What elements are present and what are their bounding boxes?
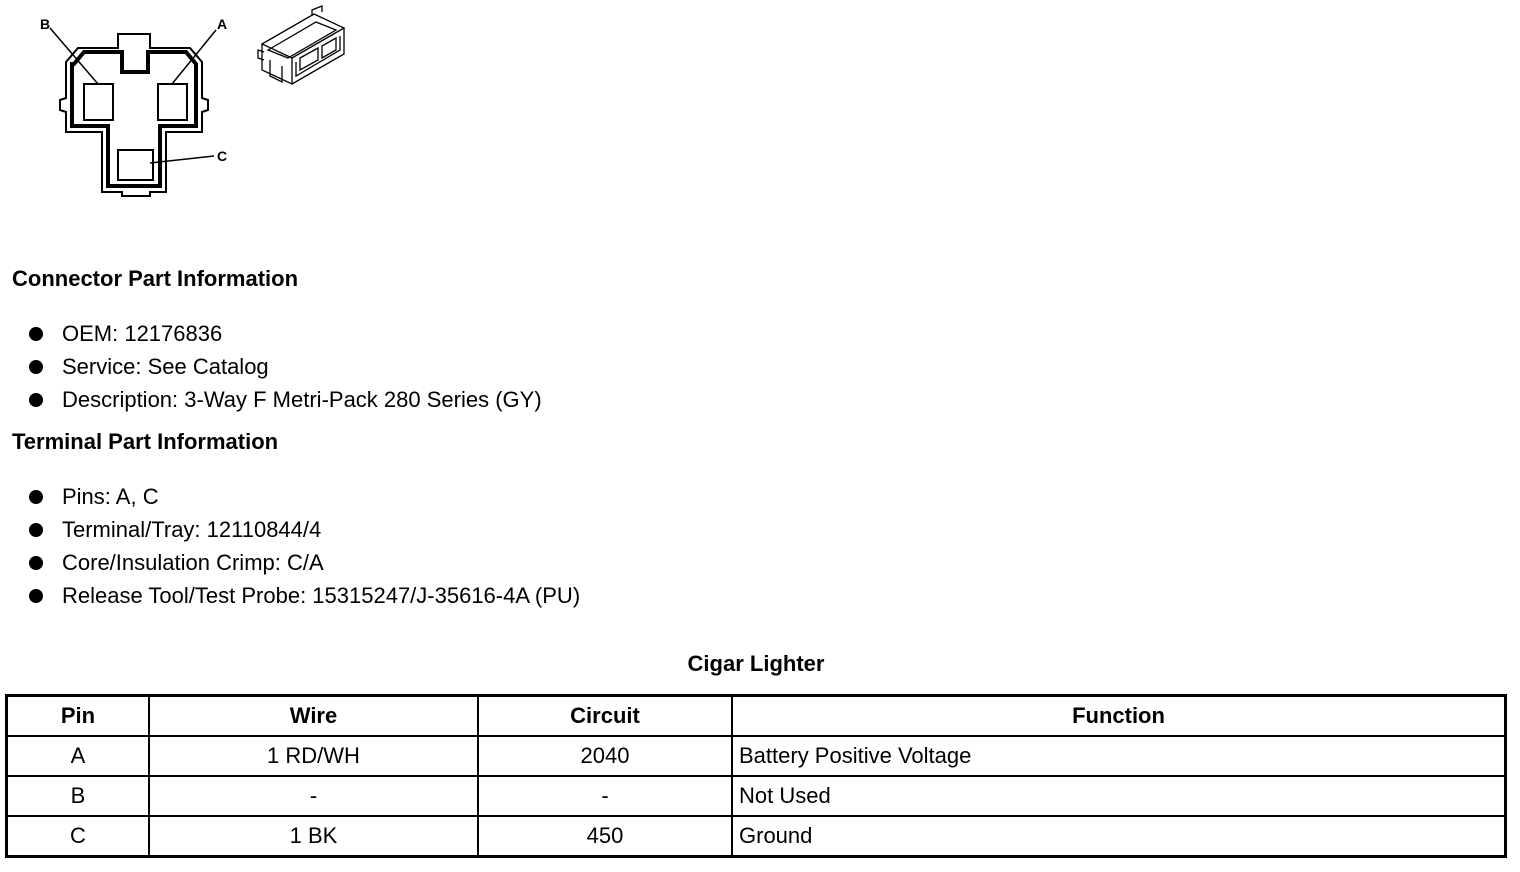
pin-label-a: A	[217, 16, 228, 32]
connector-face-diagram	[0, 0, 360, 210]
cell-pin: A	[7, 736, 150, 776]
bullet-icon	[29, 327, 43, 341]
bullet-icon	[29, 360, 43, 374]
terminal-part-info-heading: Terminal Part Information	[12, 429, 279, 454]
connector-isometric-illustration	[258, 6, 344, 84]
header-circuit: Circuit	[478, 696, 732, 737]
list-item	[0, 317, 542, 350]
pinout-table	[5, 694, 1507, 858]
bullet-icon	[29, 523, 43, 537]
bullet-icon	[29, 556, 43, 570]
table-header-row	[7, 696, 1506, 737]
header-function: Function	[732, 696, 1506, 737]
cell-pin: B	[7, 776, 150, 816]
cell-circuit: -	[478, 776, 732, 816]
table-title: Cigar Lighter	[687, 651, 825, 676]
terminal-info-crimp: Core/Insulation Crimp: C/A	[62, 550, 324, 575]
table-row	[7, 736, 1506, 776]
cell-function: Ground	[732, 816, 1506, 857]
cell-pin: C	[7, 816, 150, 857]
header-wire: Wire	[149, 696, 478, 737]
cell-function: Not Used	[732, 776, 1506, 816]
bullet-icon	[29, 589, 43, 603]
terminal-info-tray: Terminal/Tray: 12110844/4	[62, 517, 322, 542]
connector-info-description: Description: 3-Way F Metri-Pack 280 Series (GY)	[62, 387, 542, 412]
connector-part-info-heading: Connector Part Information	[12, 266, 299, 291]
header-pin: Pin	[7, 696, 150, 737]
list-item	[0, 546, 580, 579]
connector-info-oem: OEM: 12176836	[62, 321, 223, 346]
cell-wire: -	[149, 776, 478, 816]
table-row	[7, 776, 1506, 816]
list-item	[0, 480, 580, 513]
terminal-info-tool: Release Tool/Test Probe: 15315247/J-35616-4A (PU)	[62, 583, 581, 608]
list-item	[0, 579, 580, 612]
cell-wire: 1 BK	[149, 816, 478, 857]
cavity-c	[118, 150, 153, 180]
cell-circuit: 2040	[478, 736, 732, 776]
terminal-info-pins: Pins: A, C	[62, 484, 159, 509]
cell-wire: 1 RD/WH	[149, 736, 478, 776]
list-item	[0, 350, 542, 383]
terminal-part-info-list	[0, 480, 580, 612]
cell-function: Battery Positive Voltage	[732, 736, 1506, 776]
list-item	[0, 383, 542, 416]
list-item	[0, 513, 580, 546]
cell-circuit: 450	[478, 816, 732, 857]
pin-label-c: C	[217, 148, 228, 164]
table-row	[7, 816, 1506, 857]
bullet-icon	[29, 490, 43, 504]
connector-info-service: Service: See Catalog	[62, 354, 269, 379]
cavity-a	[158, 84, 187, 120]
bullet-icon	[29, 393, 43, 407]
cavity-b	[84, 84, 113, 120]
connector-part-info-list	[0, 317, 542, 416]
pin-label-b: B	[40, 16, 51, 32]
